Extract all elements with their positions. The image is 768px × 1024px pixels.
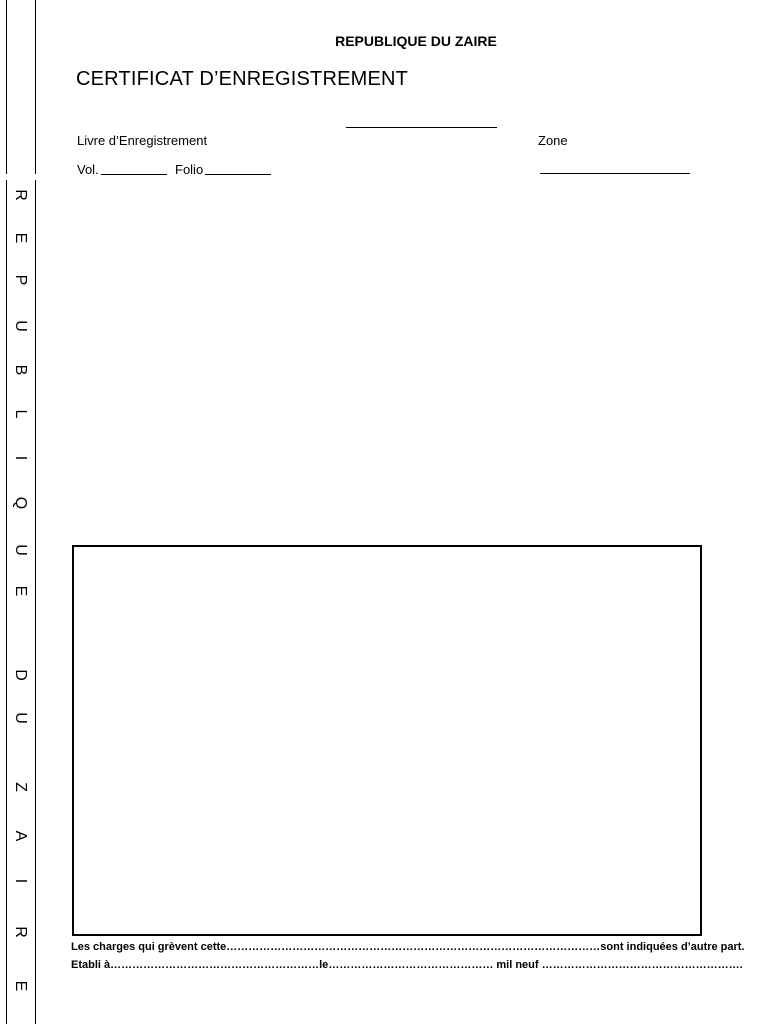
margin-letter: Z — [12, 782, 29, 792]
margin-letter: P — [12, 274, 29, 286]
margin-letter: E — [12, 585, 29, 597]
margin-letter: U — [12, 320, 29, 332]
charges-dots[interactable]: ………………………………………………………………………………………… — [226, 941, 601, 953]
margin-letter: R — [12, 189, 29, 201]
margin-letter: E — [12, 980, 29, 992]
margin-letter: L — [12, 409, 29, 419]
livre-label: Livre d’Enregistrement — [77, 133, 208, 148]
margin-letter: B — [12, 364, 29, 376]
mil-neuf-label: mil neuf — [496, 959, 539, 971]
registration-number-line[interactable] — [346, 127, 497, 128]
folio-line[interactable] — [205, 174, 271, 175]
margin-letter: R — [12, 926, 29, 938]
margin-letter: U — [12, 712, 29, 724]
certificate-title: CERTIFICAT D’ENREGISTREMENT — [76, 68, 409, 90]
etabli-label: Etabli à — [71, 959, 111, 971]
vol-label: Vol. — [77, 162, 99, 177]
plan-box[interactable] — [72, 545, 702, 936]
margin-letter: I — [12, 455, 29, 461]
etabli-dots[interactable]: ………………………………………………… — [110, 959, 320, 971]
zone-line[interactable] — [540, 173, 690, 174]
folio-label: Folio — [175, 162, 204, 177]
zone-label: Zone — [538, 133, 568, 148]
charges-end: sont indiquées d’autre part. — [600, 941, 745, 953]
margin-letter: A — [12, 830, 29, 842]
margin-gap — [0, 174, 40, 180]
vol-line[interactable] — [101, 174, 167, 175]
charges-start: Les charges qui grèvent cette — [71, 941, 227, 953]
margin-letter: E — [12, 232, 29, 244]
mil-neuf-dots[interactable]: ………………………………………………. — [541, 959, 743, 971]
le-label: le — [319, 959, 329, 971]
etabli-line — [71, 959, 743, 971]
margin-letter: D — [12, 669, 29, 681]
margin-letter: I — [12, 878, 29, 884]
margin-letter: Q — [12, 496, 29, 510]
le-dots[interactable]: ……………………………………… — [328, 959, 494, 971]
charges-line — [71, 941, 745, 953]
country-header: REPUBLIQUE DU ZAIRE — [335, 33, 497, 49]
margin-letter: U — [12, 544, 29, 556]
